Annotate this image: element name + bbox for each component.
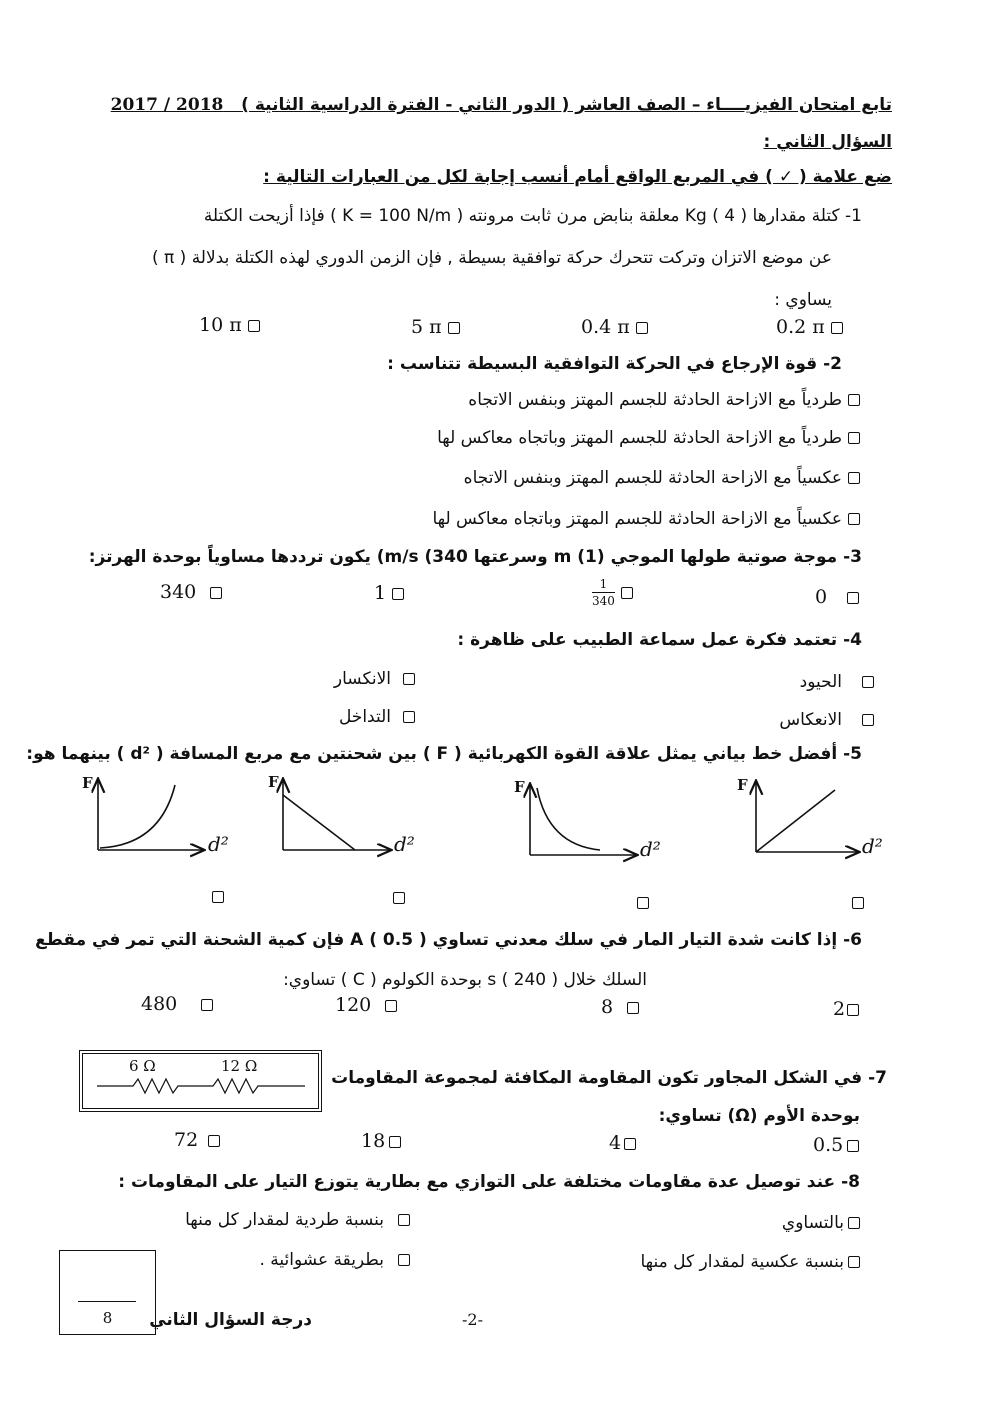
q6-option-2[interactable]: 8 bbox=[601, 996, 639, 1018]
q4-option-3[interactable]: الانعكاس bbox=[779, 708, 874, 732]
q3-option-2[interactable] bbox=[592, 576, 633, 609]
graph-1-y-label: F bbox=[82, 774, 93, 792]
checkbox[interactable] bbox=[636, 322, 648, 334]
q1-option-2[interactable]: 0.4 π bbox=[581, 316, 648, 338]
checkbox[interactable] bbox=[403, 711, 415, 723]
q3-option-3[interactable]: 1 bbox=[374, 582, 404, 604]
graph-2 bbox=[283, 780, 390, 850]
q6-option-4[interactable]: 480 bbox=[141, 993, 213, 1015]
resistor-zigzag bbox=[97, 1079, 305, 1093]
checkbox[interactable] bbox=[398, 1254, 410, 1266]
q8-option-3[interactable]: بنسبة عكسية لمقدار كل منها bbox=[640, 1250, 860, 1274]
q4-option-4[interactable]: التداخل bbox=[339, 705, 415, 729]
checkbox[interactable] bbox=[210, 587, 222, 599]
header-year: 2018 / 2017 bbox=[110, 95, 224, 115]
grade-value: 8 bbox=[102, 1309, 113, 1327]
q1-option-3[interactable]: 5 π bbox=[411, 316, 460, 338]
checkbox[interactable] bbox=[398, 1214, 410, 1226]
grade-label: درجة السؤال الثاني bbox=[149, 1310, 312, 1330]
graph-3-y-label: F bbox=[514, 778, 525, 796]
graph-3 bbox=[530, 785, 636, 855]
checkbox[interactable] bbox=[448, 322, 460, 334]
q1-option-4[interactable]: 10 π bbox=[199, 314, 260, 336]
q3-option-1[interactable]: 0 bbox=[815, 586, 859, 608]
checkbox[interactable] bbox=[848, 513, 860, 525]
q7-option-1[interactable]: 0.5 bbox=[813, 1134, 859, 1156]
q4-option-1[interactable]: الحيود bbox=[800, 670, 874, 694]
grade-divider bbox=[78, 1301, 136, 1302]
graph-2-x-label: d² bbox=[394, 832, 415, 856]
checkbox[interactable] bbox=[847, 1140, 859, 1152]
section-instruction: ضع علامة ( ✓ ) في المربع الواقع أمام أنسب إجابة لكل من العبارات التالية : bbox=[263, 167, 892, 187]
graph-4-y-label: F bbox=[737, 776, 748, 794]
q5-graphs bbox=[0, 770, 992, 870]
q5-stem: 5- أفضل خط بياني يمثل علاقة القوة الكهربائية ( F ) بين شحنتين مع مربع المسافة ( d² ) بينهما هو: bbox=[26, 744, 862, 764]
resistor-circuit bbox=[83, 1054, 318, 1108]
checkbox[interactable] bbox=[862, 676, 874, 688]
exam-header bbox=[111, 93, 892, 117]
q7-option-2[interactable]: 4 bbox=[609, 1132, 636, 1154]
checkbox[interactable] bbox=[624, 1138, 636, 1150]
graph-1-x-label: d² bbox=[208, 832, 229, 856]
checkbox[interactable] bbox=[385, 1000, 397, 1012]
section-title: السؤال الثاني : bbox=[763, 132, 892, 152]
q3-stem: 3- موجة صوتية طولها الموجي m (1) وسرعتها 340) m/s) يكون ترددها مساوياً بوحدة الهرتز: bbox=[88, 547, 862, 567]
q4-stem: 4- تعتمد فكرة عمل سماعة الطبيب على ظاهرة : bbox=[457, 630, 862, 650]
q5-checkbox-2[interactable] bbox=[393, 892, 405, 904]
q1-option-1[interactable]: 0.2 π bbox=[776, 316, 843, 338]
q1-line3: يساوي : bbox=[774, 290, 832, 310]
q8-option-1[interactable]: بالتساوي bbox=[782, 1211, 860, 1235]
resistor-2-label: 12 Ω bbox=[221, 1057, 258, 1075]
graph-curve bbox=[537, 788, 600, 850]
q7-line1: 7- في الشكل المجاور تكون المقاومة المكافئة لمجموعة المقاومات bbox=[331, 1068, 887, 1088]
q3-option-4[interactable]: 340 bbox=[160, 581, 222, 603]
graph-3-x-label: d² bbox=[640, 837, 661, 861]
q7-line2: بوحدة الأوم (Ω) تساوي: bbox=[658, 1106, 860, 1126]
graph-curve bbox=[283, 795, 355, 850]
q8-option-2[interactable]: بنسبة طردية لمقدار كل منها bbox=[185, 1208, 410, 1232]
graph-4-x-label: d² bbox=[862, 834, 883, 858]
grade-box bbox=[59, 1250, 156, 1335]
page-number: -2- bbox=[462, 1310, 483, 1329]
checkbox[interactable] bbox=[847, 592, 859, 604]
graph-2-y-label: F bbox=[268, 773, 279, 791]
graph-curve bbox=[100, 785, 175, 848]
q6-option-3[interactable]: 120 bbox=[335, 994, 397, 1016]
q6-option-1[interactable]: 2 bbox=[833, 998, 859, 1020]
checkbox[interactable] bbox=[848, 1217, 860, 1229]
q8-stem: 8- عند توصيل عدة مقاومات مختلفة على التوازي مع بطارية يتوزع التيار على المقاومات : bbox=[118, 1172, 860, 1192]
header-title: تابع امتحان الفيزيــــاء – الصف العاشر ( الدور الثاني - الفترة الدراسية الثانية ) bbox=[241, 95, 892, 115]
fraction-numerator: 1 bbox=[592, 576, 615, 593]
q2-option-2[interactable]: طردياً مع الازاحة الحادثة للجسم المهتز وباتجاه معاكس لها bbox=[437, 426, 860, 450]
q5-checkbox-3[interactable] bbox=[637, 897, 649, 909]
checkbox[interactable] bbox=[208, 1135, 220, 1147]
graph-curve bbox=[756, 790, 835, 852]
q6-line1: 6- إذا كانت شدة التيار المار في سلك معدني تساوي A ( 0.5 ) فإن كمية الشحنة التي تمر في مقطع bbox=[35, 930, 862, 950]
checkbox[interactable] bbox=[848, 1256, 860, 1268]
checkbox[interactable] bbox=[848, 472, 860, 484]
checkbox[interactable] bbox=[389, 1136, 401, 1148]
checkbox[interactable] bbox=[403, 673, 415, 685]
q8-option-4[interactable]: بطريقة عشوائية . bbox=[259, 1248, 410, 1272]
checkbox[interactable] bbox=[847, 1004, 859, 1016]
q2-option-4[interactable]: عكسياً مع الازاحة الحادثة للجسم المهتز وباتجاه معاكس لها bbox=[432, 507, 860, 531]
checkbox[interactable] bbox=[831, 322, 843, 334]
q7-option-4[interactable]: 72 bbox=[174, 1129, 220, 1151]
checkbox[interactable] bbox=[201, 999, 213, 1011]
q2-stem: 2- قوة الإرجاع في الحركة التوافقية البسيطة تتناسب : bbox=[387, 354, 842, 374]
q1-line1: 1- كتلة مقدارها Kg ( 4 ) معلقة بنابض مرن ثابت مرونته ( K = 100 N/m ) فإذا أزيحت الكتلة bbox=[203, 206, 862, 226]
checkbox[interactable] bbox=[248, 320, 260, 332]
checkbox[interactable] bbox=[627, 1002, 639, 1014]
q1-line2: عن موضع الاتزان وتركت تتحرك حركة توافقية بسيطة , فإن الزمن الدوري لهذه الكتلة بدلالة ( π ) bbox=[151, 248, 832, 268]
q7-option-3[interactable]: 18 bbox=[361, 1130, 401, 1152]
q7-circuit-frame bbox=[79, 1050, 322, 1112]
graph-1 bbox=[98, 780, 203, 850]
checkbox[interactable] bbox=[392, 588, 404, 600]
q2-option-3[interactable]: عكسياً مع الازاحة الحادثة للجسم المهتز وبنفس الاتجاه bbox=[464, 466, 860, 490]
q4-option-2[interactable]: الانكسار bbox=[334, 667, 415, 691]
checkbox[interactable] bbox=[862, 714, 874, 726]
checkbox[interactable] bbox=[848, 432, 860, 444]
q5-checkbox-4[interactable] bbox=[852, 897, 864, 909]
resistor-1-label: 6 Ω bbox=[129, 1057, 156, 1075]
q5-checkbox-1[interactable] bbox=[212, 891, 224, 903]
graph-4 bbox=[756, 782, 858, 852]
fraction-denominator: 340 bbox=[592, 594, 615, 608]
q2-option-1[interactable]: طردياً مع الازاحة الحادثة للجسم المهتز وبنفس الاتجاه bbox=[468, 388, 860, 412]
checkbox[interactable] bbox=[848, 394, 860, 406]
checkbox[interactable] bbox=[621, 587, 633, 599]
q6-line2: السلك خلال s ( 240 ) بوحدة الكولوم ( C ) تساوي: bbox=[283, 970, 647, 990]
